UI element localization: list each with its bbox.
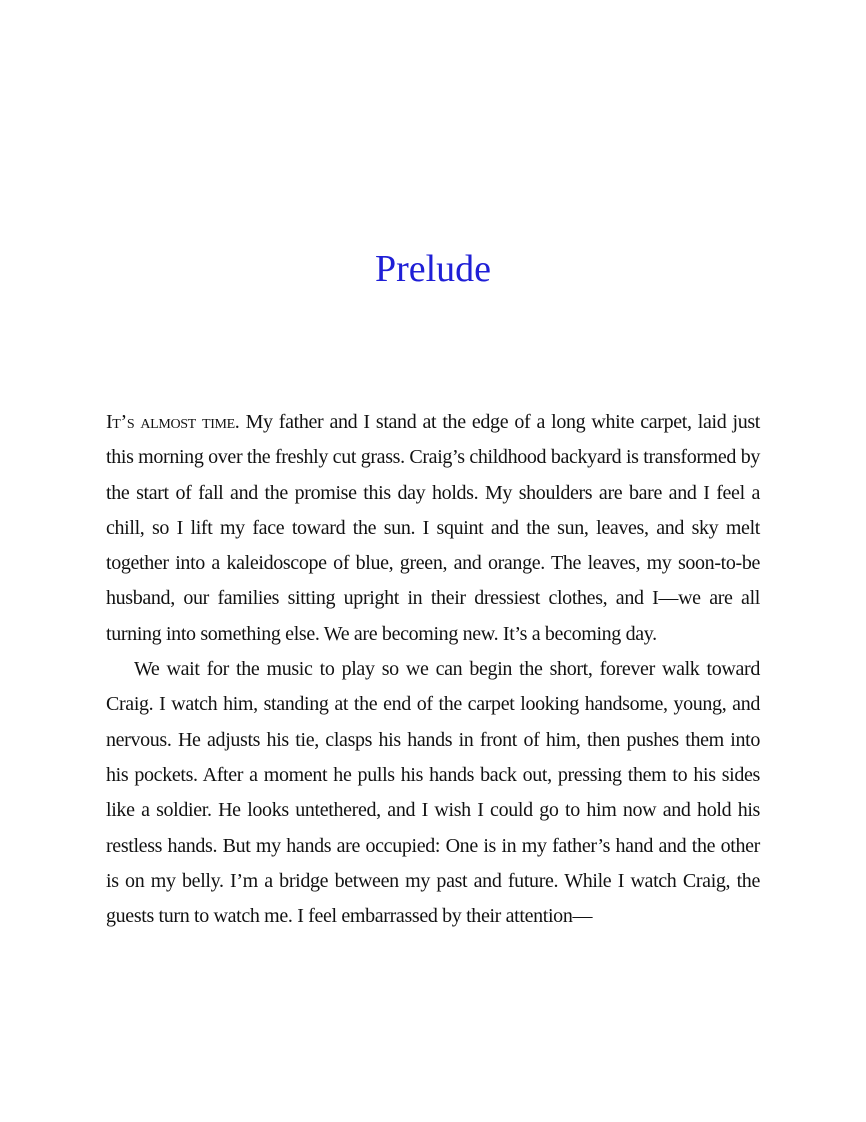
paragraph (106, 405, 760, 652)
chapter-title: Prelude (374, 248, 492, 290)
lead-in-small-caps: It’s almost time. (106, 411, 240, 433)
paragraph: We wait for the music to play so we can begin the short, forever walk toward Craig. I watch him, standing at the end of the carpet looking handsome, young, and nervous. He adjusts his tie, clasps his hands in front of him, then pushes them into his pockets. After a moment he pulls his hands back out, pressing them to his sides like a soldier. He looks untethered, and I wish I could go to him now and hold his restless hands. But my hands are occupied: One is in my father’s hand and the other is on my belly. I’m a bridge between my past and future. While I watch Craig, the guests turn to watch me. I feel embarrassed by their attention— (106, 658, 760, 928)
paragraph-text: My father and I stand at the edge of a long white carpet, laid just this morning over the freshly cut grass. Craig’s childhood backyard is transformed by the start of fall and the promise this day holds. My shoulders are bare and I feel a chill, so I lift my face toward the sun. I squint and the sun, leaves, and sky melt together into a kaleidoscope of blue, green, and orange. The leaves, my soon-to-be husband, our families sitting upright in their dressiest clothes, and I—we are all turning into something else. We are becoming new. It’s a becoming day. (106, 411, 760, 645)
chapter-body (106, 405, 760, 934)
